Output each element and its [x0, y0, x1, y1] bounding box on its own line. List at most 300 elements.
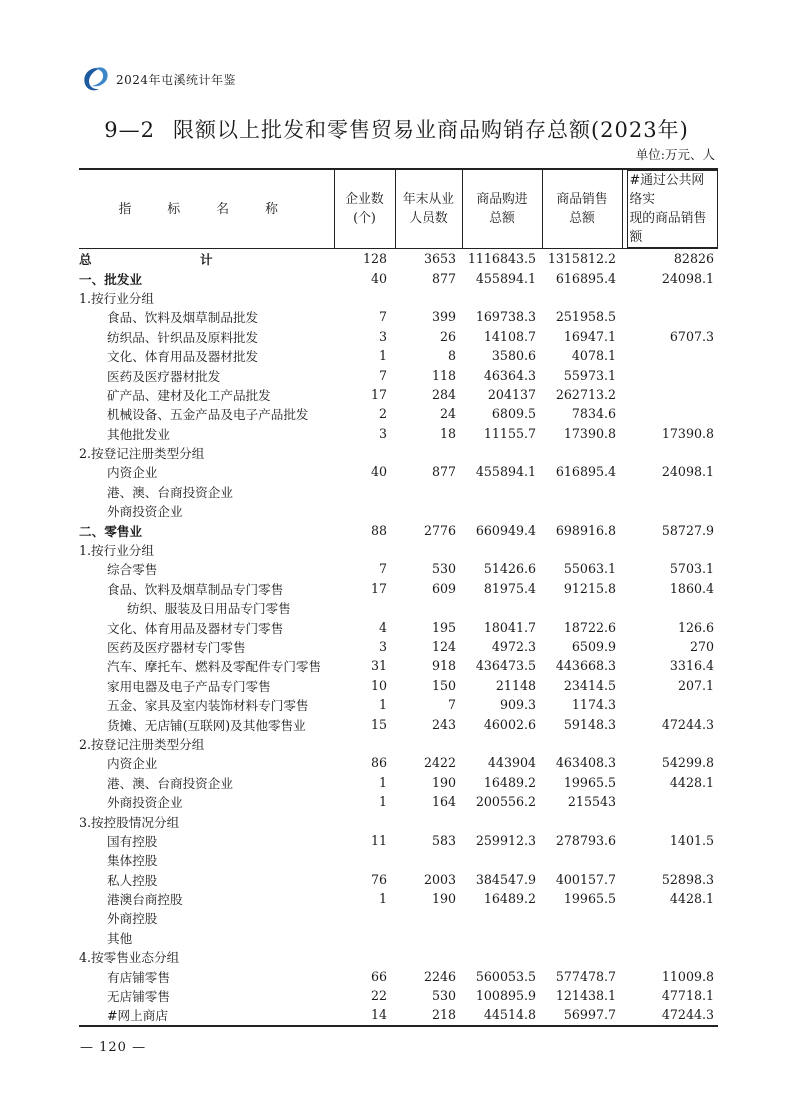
sales-cell: 4078.1 — [571, 348, 616, 364]
purchase-cell — [462, 811, 542, 830]
row-label-text: 港、澳、台商投资企业 — [107, 484, 233, 500]
sales-cell: 19965.5 — [563, 774, 616, 790]
row-label-text: 食品、饮料及烟草制品专门零售 — [107, 581, 284, 597]
table-title: 限额以上批发和零售贸易业商品购销存总额(2023年) — [172, 118, 689, 142]
employees-cell: 284 — [431, 386, 456, 402]
sales-cell: 616895.4 — [555, 270, 616, 286]
purchase-cell: 46002.6 — [483, 716, 536, 732]
employees-cell — [395, 947, 462, 966]
employees-cell — [395, 598, 462, 617]
online-sales-cell: 58727.9 — [661, 522, 714, 538]
row-label-text: 港澳台商控股 — [107, 892, 183, 908]
page-title — [0, 114, 793, 144]
sales-cell: 1315812.2 — [542, 249, 622, 269]
col-online-line1: #通过公共网络实 — [629, 173, 705, 207]
table-row — [79, 501, 718, 520]
row-label — [79, 268, 334, 287]
table-row — [79, 753, 718, 772]
online-sales-cell — [622, 365, 718, 384]
row-label-text: 1.按行业分组 — [79, 290, 154, 306]
sales-cell: 698916.8 — [555, 522, 616, 538]
enterprises-cell: 1 — [378, 794, 387, 810]
sales-cell: 7834.6 — [571, 406, 616, 422]
row-label-text: 3.按控股情况分组 — [79, 814, 180, 830]
employees-cell: 150 — [431, 677, 456, 693]
col-enterprises-line2: (个) — [353, 211, 376, 226]
purchase-cell: 16489.2 — [483, 774, 536, 790]
purchase-cell: 3580.6 — [491, 348, 536, 364]
col-sales — [542, 169, 622, 249]
online-sales-cell: 47718.1 — [661, 988, 714, 1004]
row-label-text: 2.按登记注册类型分组 — [79, 446, 205, 462]
row-label-text: 一、批发业 — [79, 271, 142, 287]
sales-cell — [542, 501, 622, 520]
employees-cell: 118 — [431, 367, 456, 383]
sales-cell: 56997.7 — [542, 1005, 622, 1025]
employees-cell — [395, 734, 462, 753]
row-label — [79, 908, 334, 927]
row-label-text: 2.按登记注册类型分组 — [79, 736, 205, 752]
online-sales-cell — [622, 947, 718, 966]
online-sales-cell — [622, 501, 718, 520]
employees-cell: 2003 — [423, 871, 456, 887]
row-label-text: 无店铺零售 — [107, 989, 170, 1005]
purchase-cell: 436473.5 — [475, 658, 536, 674]
employees-cell: 195 — [431, 619, 456, 635]
row-label — [79, 327, 334, 346]
col-purchase-line1: 商品购进 — [476, 192, 528, 207]
enterprises-cell: 31 — [370, 658, 387, 674]
enterprises-cell — [334, 811, 395, 830]
table-row — [79, 986, 718, 1005]
row-label — [79, 443, 334, 462]
sales-cell — [542, 947, 622, 966]
row-label — [79, 462, 334, 481]
table-row — [79, 288, 718, 307]
row-label — [79, 889, 334, 908]
col-enterprises — [334, 169, 395, 249]
row-label — [79, 520, 334, 539]
online-sales-cell: 47244.3 — [622, 1005, 718, 1025]
purchase-cell: 16489.2 — [483, 891, 536, 907]
online-sales-cell — [622, 811, 718, 830]
purchase-cell: 11155.7 — [483, 425, 536, 441]
row-label — [79, 385, 334, 404]
row-label — [79, 424, 334, 443]
row-label — [79, 598, 334, 617]
row-label-text: 家用电器及电子产品专门零售 — [107, 678, 271, 694]
employees-cell: 124 — [431, 639, 456, 654]
page-header — [80, 64, 236, 94]
row-label-text: 4.按零售业态分组 — [79, 950, 180, 966]
purchase-cell: 1116843.5 — [462, 249, 542, 269]
purchase-cell: 4972.3 — [491, 639, 536, 654]
row-label — [79, 307, 334, 326]
online-sales-cell — [622, 792, 718, 811]
employees-cell: 24 — [439, 406, 456, 422]
table-row — [79, 966, 718, 985]
purchase-cell: 169738.3 — [475, 309, 536, 325]
table-row — [79, 598, 718, 617]
enterprises-cell: 1 — [378, 348, 387, 364]
table-header-row — [79, 169, 718, 249]
col-sales-line2: 总额 — [569, 211, 595, 226]
online-sales-cell — [622, 288, 718, 307]
purchase-cell: 909.3 — [499, 697, 536, 713]
row-label-text: 食品、饮料及烟草制品批发 — [107, 310, 259, 326]
table-row — [79, 889, 718, 908]
online-sales-cell: 24098.1 — [661, 464, 714, 480]
enterprises-cell: 76 — [370, 871, 387, 887]
employees-cell: 7 — [447, 697, 456, 713]
row-label-text: 其他批发业 — [107, 426, 170, 442]
sales-cell — [542, 908, 622, 927]
online-sales-cell: 17390.8 — [661, 425, 714, 441]
online-sales-cell: 3316.4 — [669, 658, 714, 674]
sales-cell — [542, 482, 622, 501]
sales-cell: 16947.1 — [563, 328, 616, 344]
enterprises-cell: 7 — [378, 309, 387, 325]
employees-cell: 243 — [431, 716, 456, 732]
sales-cell: 262713.2 — [555, 386, 616, 402]
col-enterprises-line1: 企业数 — [345, 192, 384, 207]
sales-cell — [542, 850, 622, 869]
online-sales-cell — [622, 346, 718, 365]
col-online-sales — [622, 169, 718, 249]
row-label — [79, 792, 334, 811]
sales-cell: 400157.7 — [555, 871, 616, 887]
enterprises-cell: 66 — [370, 968, 387, 984]
table-row — [79, 695, 718, 714]
sales-cell: 463408.3 — [555, 755, 616, 771]
row-label — [79, 249, 334, 269]
sales-cell: 577478.7 — [555, 968, 616, 984]
employees-cell — [395, 908, 462, 927]
online-sales-cell — [622, 482, 718, 501]
employees-cell: 26 — [439, 328, 456, 344]
purchase-cell: 204137 — [487, 386, 536, 402]
enterprises-cell: 10 — [370, 677, 387, 693]
enterprises-cell — [334, 443, 395, 462]
employees-cell — [395, 850, 462, 869]
purchase-cell — [462, 928, 542, 947]
online-sales-cell: 4428.1 — [669, 891, 714, 907]
enterprises-cell — [334, 928, 395, 947]
employees-cell — [395, 501, 462, 520]
row-label — [79, 676, 334, 695]
sales-cell: 18722.6 — [563, 619, 616, 635]
row-label-text: 私人控股 — [107, 872, 158, 888]
sales-cell: 6509.9 — [571, 639, 616, 654]
employees-cell — [395, 540, 462, 559]
enterprises-cell: 11 — [370, 832, 387, 848]
sales-cell: 19965.5 — [563, 891, 616, 907]
row-label-text: 文化、体育用品及器材批发 — [107, 349, 259, 365]
online-sales-cell: 47244.3 — [661, 716, 714, 732]
enterprises-cell: 15 — [370, 716, 387, 732]
table-row — [79, 637, 718, 656]
table-row — [79, 482, 718, 501]
employees-cell: 877 — [431, 464, 456, 480]
row-label-text: 医药及医疗器材专门零售 — [107, 640, 246, 655]
sales-cell: 443668.3 — [555, 658, 616, 674]
employees-cell: 918 — [431, 658, 456, 674]
row-label-text: 综合零售 — [107, 562, 158, 578]
enterprises-cell — [334, 288, 395, 307]
employees-cell: 190 — [431, 774, 456, 790]
row-label-text: 货摊、无店铺(互联网)及其他零售业 — [107, 717, 306, 733]
enterprises-cell: 3 — [378, 639, 387, 654]
employees-cell: 164 — [431, 794, 456, 810]
sales-cell: 215543 — [567, 794, 616, 810]
row-label — [79, 482, 334, 501]
enterprises-cell — [334, 540, 395, 559]
enterprises-cell: 7 — [378, 367, 387, 383]
purchase-cell: 384547.9 — [475, 871, 536, 887]
table-row — [79, 307, 718, 326]
employees-cell: 3653 — [395, 249, 462, 269]
row-label — [79, 637, 334, 656]
purchase-cell — [462, 443, 542, 462]
table-row — [79, 365, 718, 384]
online-sales-cell: 4428.1 — [669, 774, 714, 790]
row-label-text: 内资企业 — [107, 756, 158, 772]
row-label-text: 其他 — [107, 930, 133, 946]
table-row — [79, 346, 718, 365]
employees-cell — [395, 482, 462, 501]
enterprises-cell: 88 — [370, 522, 387, 538]
enterprises-cell: 4 — [378, 619, 387, 635]
table-row — [79, 714, 718, 733]
table-row — [79, 462, 718, 481]
row-label-text: 国有控股 — [107, 833, 158, 849]
row-label — [79, 501, 334, 520]
col-employees-line2: 人员数 — [409, 211, 448, 226]
purchase-cell: 21148 — [495, 677, 536, 693]
enterprises-cell: 7 — [378, 561, 387, 577]
col-indicator-name — [79, 169, 334, 249]
col-employees — [395, 169, 462, 249]
online-sales-cell: 52898.3 — [661, 871, 714, 887]
table-row — [79, 831, 718, 850]
col-purchase-line2: 总额 — [489, 211, 515, 226]
online-sales-cell: 270 — [689, 639, 714, 654]
employees-cell: 218 — [395, 1005, 462, 1025]
purchase-cell — [462, 598, 542, 617]
enterprises-cell: 3 — [378, 425, 387, 441]
row-label-text: 矿产品、建材及化工产品批发 — [107, 387, 271, 403]
purchase-cell: 6809.5 — [491, 406, 536, 422]
row-label — [79, 928, 334, 947]
yearbook-title: 2024年屯溪统计年鉴 — [116, 72, 237, 87]
enterprises-cell: 1 — [378, 697, 387, 713]
sales-cell — [542, 811, 622, 830]
sales-cell: 251958.5 — [555, 309, 616, 325]
online-sales-cell: 11009.8 — [661, 968, 714, 984]
sales-cell — [542, 443, 622, 462]
table-row — [79, 734, 718, 753]
online-sales-cell — [622, 307, 718, 326]
enterprises-cell — [334, 850, 395, 869]
enterprises-cell: 40 — [370, 464, 387, 480]
col-purchase — [462, 169, 542, 249]
enterprises-cell: 17 — [370, 580, 387, 596]
table-row — [79, 617, 718, 636]
purchase-cell — [462, 850, 542, 869]
page-number: — 120 — — [80, 1040, 147, 1055]
employees-cell: 8 — [447, 348, 456, 364]
online-sales-cell — [622, 908, 718, 927]
enterprises-cell: 128 — [334, 249, 395, 269]
row-label-text: 集体控股 — [107, 853, 158, 869]
row-label-text: #网上商店 — [107, 1008, 168, 1024]
online-sales-cell — [622, 850, 718, 869]
row-label — [79, 579, 334, 598]
row-label — [79, 714, 334, 733]
row-label — [79, 1005, 334, 1025]
row-label — [79, 753, 334, 772]
table-row — [79, 1005, 718, 1025]
online-sales-cell — [622, 404, 718, 423]
row-label-text: 二、零售业 — [79, 523, 142, 539]
enterprises-cell: 17 — [370, 386, 387, 402]
col-indicator-label: 指 标 名 称 — [118, 201, 294, 217]
row-label-text: 医药及医疗器材批发 — [107, 368, 221, 384]
row-label — [79, 346, 334, 365]
purchase-cell: 44514.8 — [462, 1005, 542, 1025]
online-sales-cell: 207.1 — [677, 677, 714, 693]
online-sales-cell: 82826 — [622, 249, 718, 269]
sales-cell: 121438.1 — [555, 988, 616, 1004]
sales-cell: 616895.4 — [555, 464, 616, 480]
table-row — [79, 268, 718, 287]
table-row — [79, 404, 718, 423]
online-sales-cell: 5703.1 — [669, 561, 714, 577]
purchase-cell — [462, 908, 542, 927]
purchase-cell: 455894.1 — [475, 270, 536, 286]
col-employees-line1: 年末从业 — [402, 192, 455, 207]
online-sales-cell: 24098.1 — [661, 270, 714, 286]
row-label-text: 纺织、服装及日用品专门零售 — [127, 601, 291, 617]
table-row — [79, 850, 718, 869]
row-label — [79, 404, 334, 423]
employees-cell: 530 — [431, 561, 456, 577]
purchase-cell — [462, 540, 542, 559]
table-row — [79, 520, 718, 539]
purchase-cell: 560053.5 — [475, 968, 536, 984]
table-row — [79, 249, 718, 269]
employees-cell: 190 — [431, 891, 456, 907]
enterprises-cell: 40 — [370, 270, 387, 286]
employees-cell: 18 — [439, 425, 456, 441]
sales-cell: 59148.3 — [563, 716, 616, 732]
row-label-text: 五金、家具及室内装饰材料专门零售 — [107, 698, 309, 714]
row-label — [79, 559, 334, 578]
col-online-sales-box — [627, 170, 719, 248]
table-number: 9—2 — [104, 118, 155, 142]
employees-cell: 2246 — [423, 968, 456, 984]
row-label — [79, 540, 334, 559]
row-label-text: 外商控股 — [107, 911, 158, 927]
table-row — [79, 811, 718, 830]
statistics-table — [79, 168, 718, 1027]
online-sales-cell — [622, 734, 718, 753]
purchase-cell — [462, 947, 542, 966]
employees-cell: 877 — [431, 270, 456, 286]
enterprises-cell: 14 — [334, 1005, 395, 1025]
yearbook-logo-icon — [80, 64, 112, 94]
table-row — [79, 870, 718, 889]
sales-cell — [542, 928, 622, 947]
table-row — [79, 579, 718, 598]
table-row — [79, 327, 718, 346]
enterprises-cell: 22 — [370, 988, 387, 1004]
purchase-cell: 443904 — [487, 755, 536, 771]
online-sales-cell — [622, 928, 718, 947]
online-sales-cell — [622, 443, 718, 462]
sales-cell: 278793.6 — [555, 832, 616, 848]
enterprises-cell: 1 — [378, 774, 387, 790]
row-label — [79, 695, 334, 714]
table-row — [79, 385, 718, 404]
employees-cell — [395, 928, 462, 947]
enterprises-cell — [334, 501, 395, 520]
table-row — [79, 773, 718, 792]
employees-cell: 530 — [431, 988, 456, 1004]
employees-cell: 583 — [431, 832, 456, 848]
purchase-cell: 18041.7 — [483, 619, 536, 635]
table-row — [79, 656, 718, 675]
purchase-cell: 660949.4 — [475, 522, 536, 538]
sales-cell: 17390.8 — [563, 425, 616, 441]
purchase-cell: 100895.9 — [475, 988, 536, 1004]
online-sales-cell: 1860.4 — [669, 580, 714, 596]
enterprises-cell — [334, 598, 395, 617]
enterprises-cell — [334, 482, 395, 501]
row-label — [79, 966, 334, 985]
row-label-text: 内资企业 — [107, 465, 158, 481]
enterprises-cell: 2 — [378, 406, 387, 422]
employees-cell — [395, 811, 462, 830]
table-row — [79, 792, 718, 811]
table-row — [79, 424, 718, 443]
unit-label: 单位:万元、人 — [635, 147, 715, 162]
employees-cell — [395, 443, 462, 462]
online-sales-cell — [622, 385, 718, 404]
table-row — [79, 443, 718, 462]
enterprises-cell: 3 — [378, 328, 387, 344]
row-label — [79, 288, 334, 307]
enterprises-cell: 1 — [378, 891, 387, 907]
row-label — [79, 365, 334, 384]
row-label — [79, 734, 334, 753]
sales-cell — [542, 598, 622, 617]
purchase-cell: 259912.3 — [475, 832, 536, 848]
col-online-line2: 现的商品销售额 — [629, 211, 707, 245]
row-label — [79, 773, 334, 792]
row-label-text: 外商投资企业 — [107, 504, 183, 520]
row-label — [79, 947, 334, 966]
table-row — [79, 947, 718, 966]
purchase-cell — [462, 482, 542, 501]
row-label — [79, 986, 334, 1005]
purchase-cell — [462, 288, 542, 307]
employees-cell: 399 — [431, 309, 456, 325]
row-label-text: 纺织品、针织品及原料批发 — [107, 329, 259, 345]
sales-cell — [542, 540, 622, 559]
row-label-text: 外商投资企业 — [107, 795, 183, 811]
row-label-text: 有店铺零售 — [107, 969, 170, 985]
